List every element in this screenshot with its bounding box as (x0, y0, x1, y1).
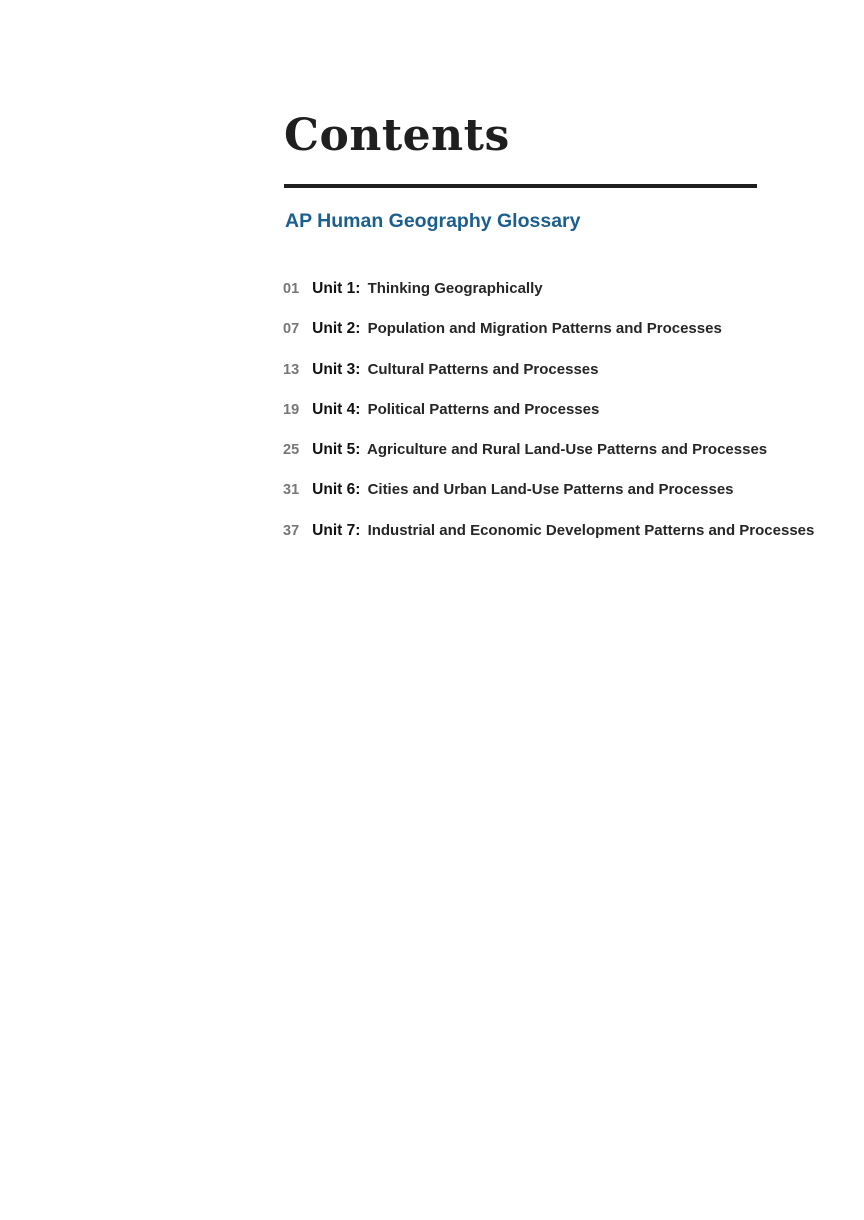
glossary-heading[interactable]: AP Human Geography Glossary (285, 210, 581, 232)
toc-unit-title: Agriculture and Rural Land-Use Patterns and Processes (367, 441, 768, 459)
toc-entry-unit-1[interactable] (283, 278, 858, 318)
toc-unit-title: Population and Migration Patterns and Processes (367, 320, 722, 338)
toc-unit-label: Unit 3: (312, 360, 361, 378)
toc-page-number: 13 (283, 361, 300, 378)
toc-unit-title: Thinking Geographically (367, 280, 543, 297)
toc-entry-unit-5[interactable] (283, 439, 858, 479)
toc-unit-label: Unit 1: (312, 280, 361, 297)
toc-entry-unit-2[interactable] (283, 318, 858, 358)
toc-unit-label: Unit 4: (312, 400, 361, 418)
toc-unit-label: Unit 2: (312, 320, 361, 338)
toc-page-number: 19 (283, 401, 300, 418)
toc-page-number: 01 (283, 281, 300, 297)
title-divider (284, 184, 757, 188)
toc-unit-title: Political Patterns and Processes (367, 400, 600, 418)
toc-page-number: 07 (283, 321, 300, 338)
toc-unit-label: Unit 6: (312, 481, 361, 499)
toc-entry-unit-7[interactable] (283, 520, 858, 560)
page-title: Contents (284, 110, 510, 161)
toc-entry-unit-4[interactable] (283, 399, 858, 439)
toc-page-number: 25 (283, 442, 300, 459)
table-of-contents (283, 278, 858, 560)
toc-unit-title: Cities and Urban Land-Use Patterns and Processes (367, 481, 734, 499)
toc-unit-label: Unit 7: (312, 521, 361, 539)
toc-unit-label: Unit 5: (312, 441, 361, 459)
toc-page-number: 37 (283, 522, 300, 539)
toc-entry-unit-3[interactable] (283, 359, 858, 399)
toc-entry-unit-6[interactable] (283, 479, 858, 519)
toc-unit-title: Cultural Patterns and Processes (367, 360, 599, 378)
toc-unit-title: Industrial and Economic Development Patterns and Processes (367, 521, 815, 539)
toc-page-number: 31 (283, 482, 300, 499)
